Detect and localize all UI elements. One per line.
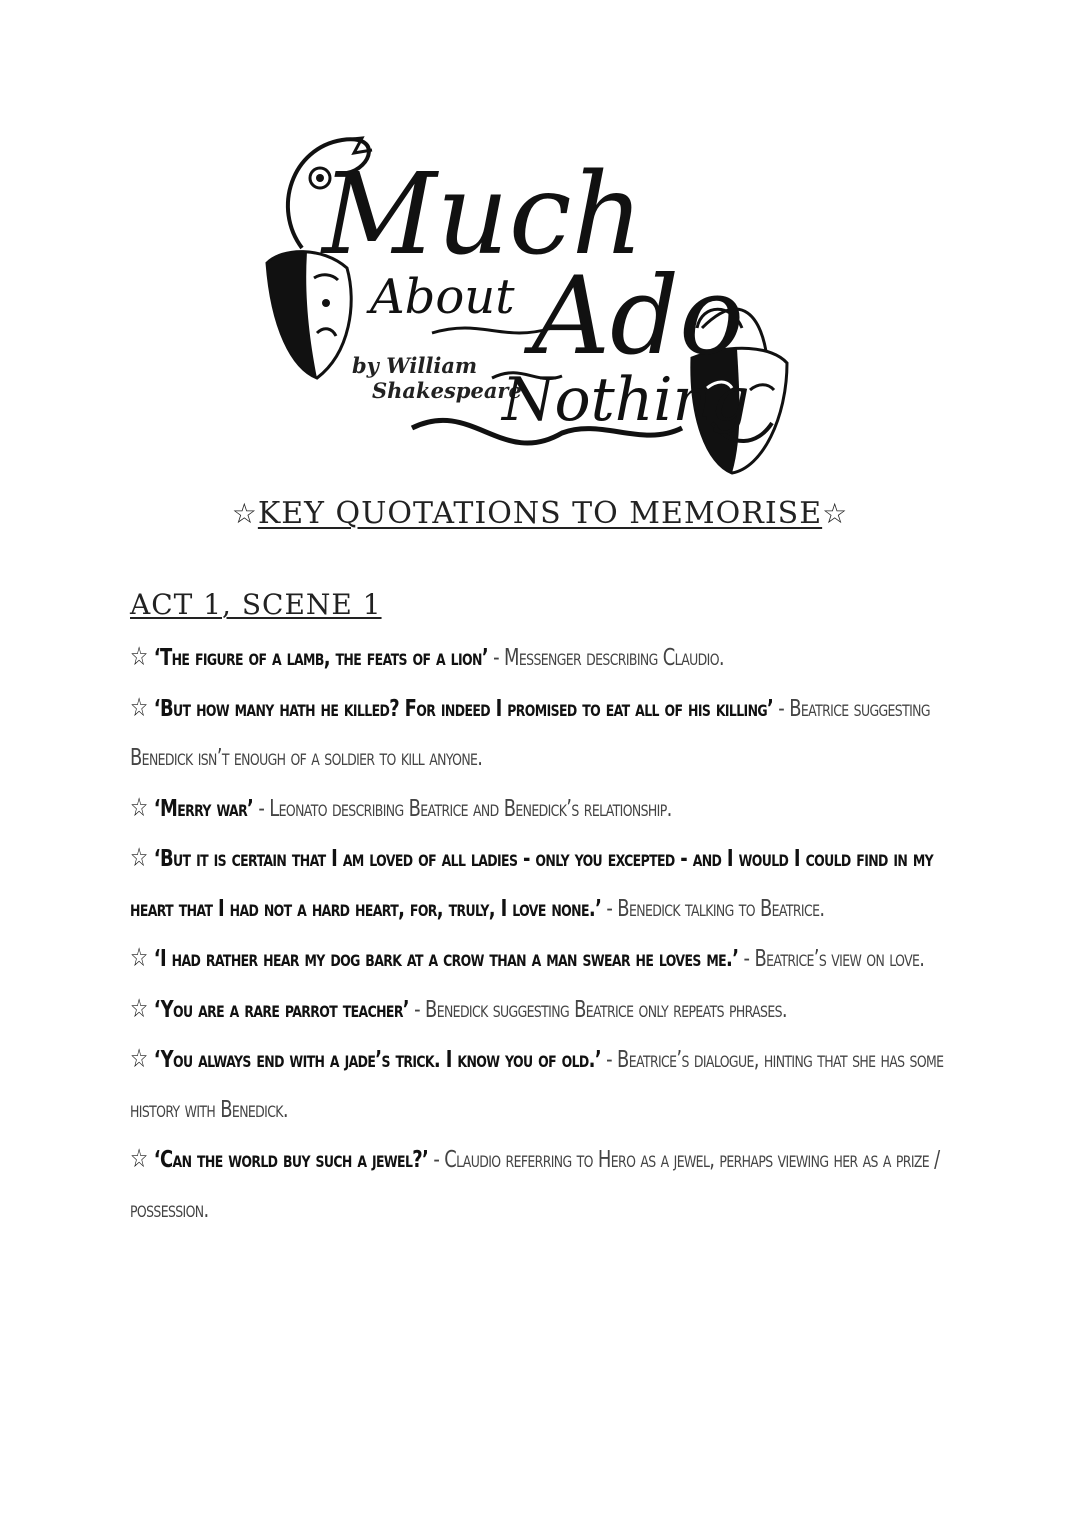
title-ado: Ado <box>532 254 745 379</box>
quotation-note: Benedick talking to Beatrice. <box>617 895 825 922</box>
star-icon: ☆ <box>130 642 148 672</box>
list-item <box>130 633 957 684</box>
quotation-note: Benedick suggesting Beatrice only repeats phrases. <box>425 996 788 1023</box>
separator: - <box>409 996 426 1023</box>
list-item <box>130 784 957 835</box>
separator: - <box>601 1047 618 1073</box>
list-item <box>130 1035 957 1135</box>
list-item <box>130 834 957 934</box>
list-item <box>130 934 957 985</box>
separator: - <box>738 946 755 972</box>
star-icon: ☆ <box>130 1044 148 1074</box>
quotation-note: Beatrice suggesting Benedick isn’t enough of a soldier to kill anyone. <box>130 695 930 771</box>
star-icon: ☆ <box>130 843 148 873</box>
quotation-note: Claudio referring to Hero as a jewel, perhaps viewing her as a prize / possession. <box>130 1147 940 1223</box>
quotation-text: ‘But how many hath he killed? For indeed I promised to eat all of his killing’ <box>153 695 774 722</box>
title-much: Much <box>322 150 644 280</box>
title-about: About <box>370 269 515 325</box>
star-icon: ☆ <box>130 792 148 823</box>
separator: - <box>428 1147 445 1173</box>
page-heading <box>0 496 1080 531</box>
page-heading-text: KEY QUOTATIONS TO MEMORISE <box>257 496 823 531</box>
quotation-note: Leonato describing Beatrice and Benedick’s relationship. <box>269 795 672 822</box>
quotation-note: Messenger describing Claudio. <box>504 645 724 671</box>
quotation-text: ‘The figure of a lamb, the feats of a lion’ <box>153 645 489 671</box>
quotation-text: ‘But it is certain that I am loved of all ladies - only you excepted - and I would I could find in my heart that I had not a hard heart, for, truly, I love none.’ <box>130 846 934 922</box>
section-title: ACT 1, SCENE 1 <box>130 588 382 621</box>
star-icon: ☆ <box>130 943 148 973</box>
list-item <box>130 684 957 784</box>
star-icon: ☆ <box>130 692 148 723</box>
star-icon: ☆ <box>130 993 148 1024</box>
quotation-text: ‘You always end with a jade’s trick. I know you of old.’ <box>153 1047 602 1073</box>
quotation-text: ‘Can the world buy such a jewel?’ <box>153 1147 429 1173</box>
star-icon: ☆ <box>130 1144 148 1174</box>
list-item <box>130 985 957 1036</box>
separator: - <box>601 895 618 922</box>
quotation-text: ‘Merry war’ <box>153 795 254 822</box>
quotation-text: ‘I had rather hear my dog bark at a crow than a man swear he loves me.’ <box>153 946 739 972</box>
separator: - <box>253 795 270 822</box>
star-icon: ☆ <box>231 497 258 530</box>
title-nothing: Nothing <box>502 365 750 435</box>
quotation-list <box>130 633 960 1235</box>
separator: - <box>773 695 790 722</box>
star-icon: ☆ <box>822 497 849 530</box>
byline-line-1: by William <box>352 353 478 378</box>
quotation-note: Beatrice’s dialogue, hinting that she has some history with Benedick. <box>130 1047 944 1123</box>
separator: - <box>488 645 505 671</box>
quotation-text: ‘You are a rare parrot teacher’ <box>153 996 410 1023</box>
byline-line-2: Shakespeare <box>372 378 522 403</box>
quotation-note: Beatrice’s view on love. <box>754 946 925 972</box>
play-title-logo <box>262 128 792 488</box>
list-item <box>130 1135 957 1235</box>
